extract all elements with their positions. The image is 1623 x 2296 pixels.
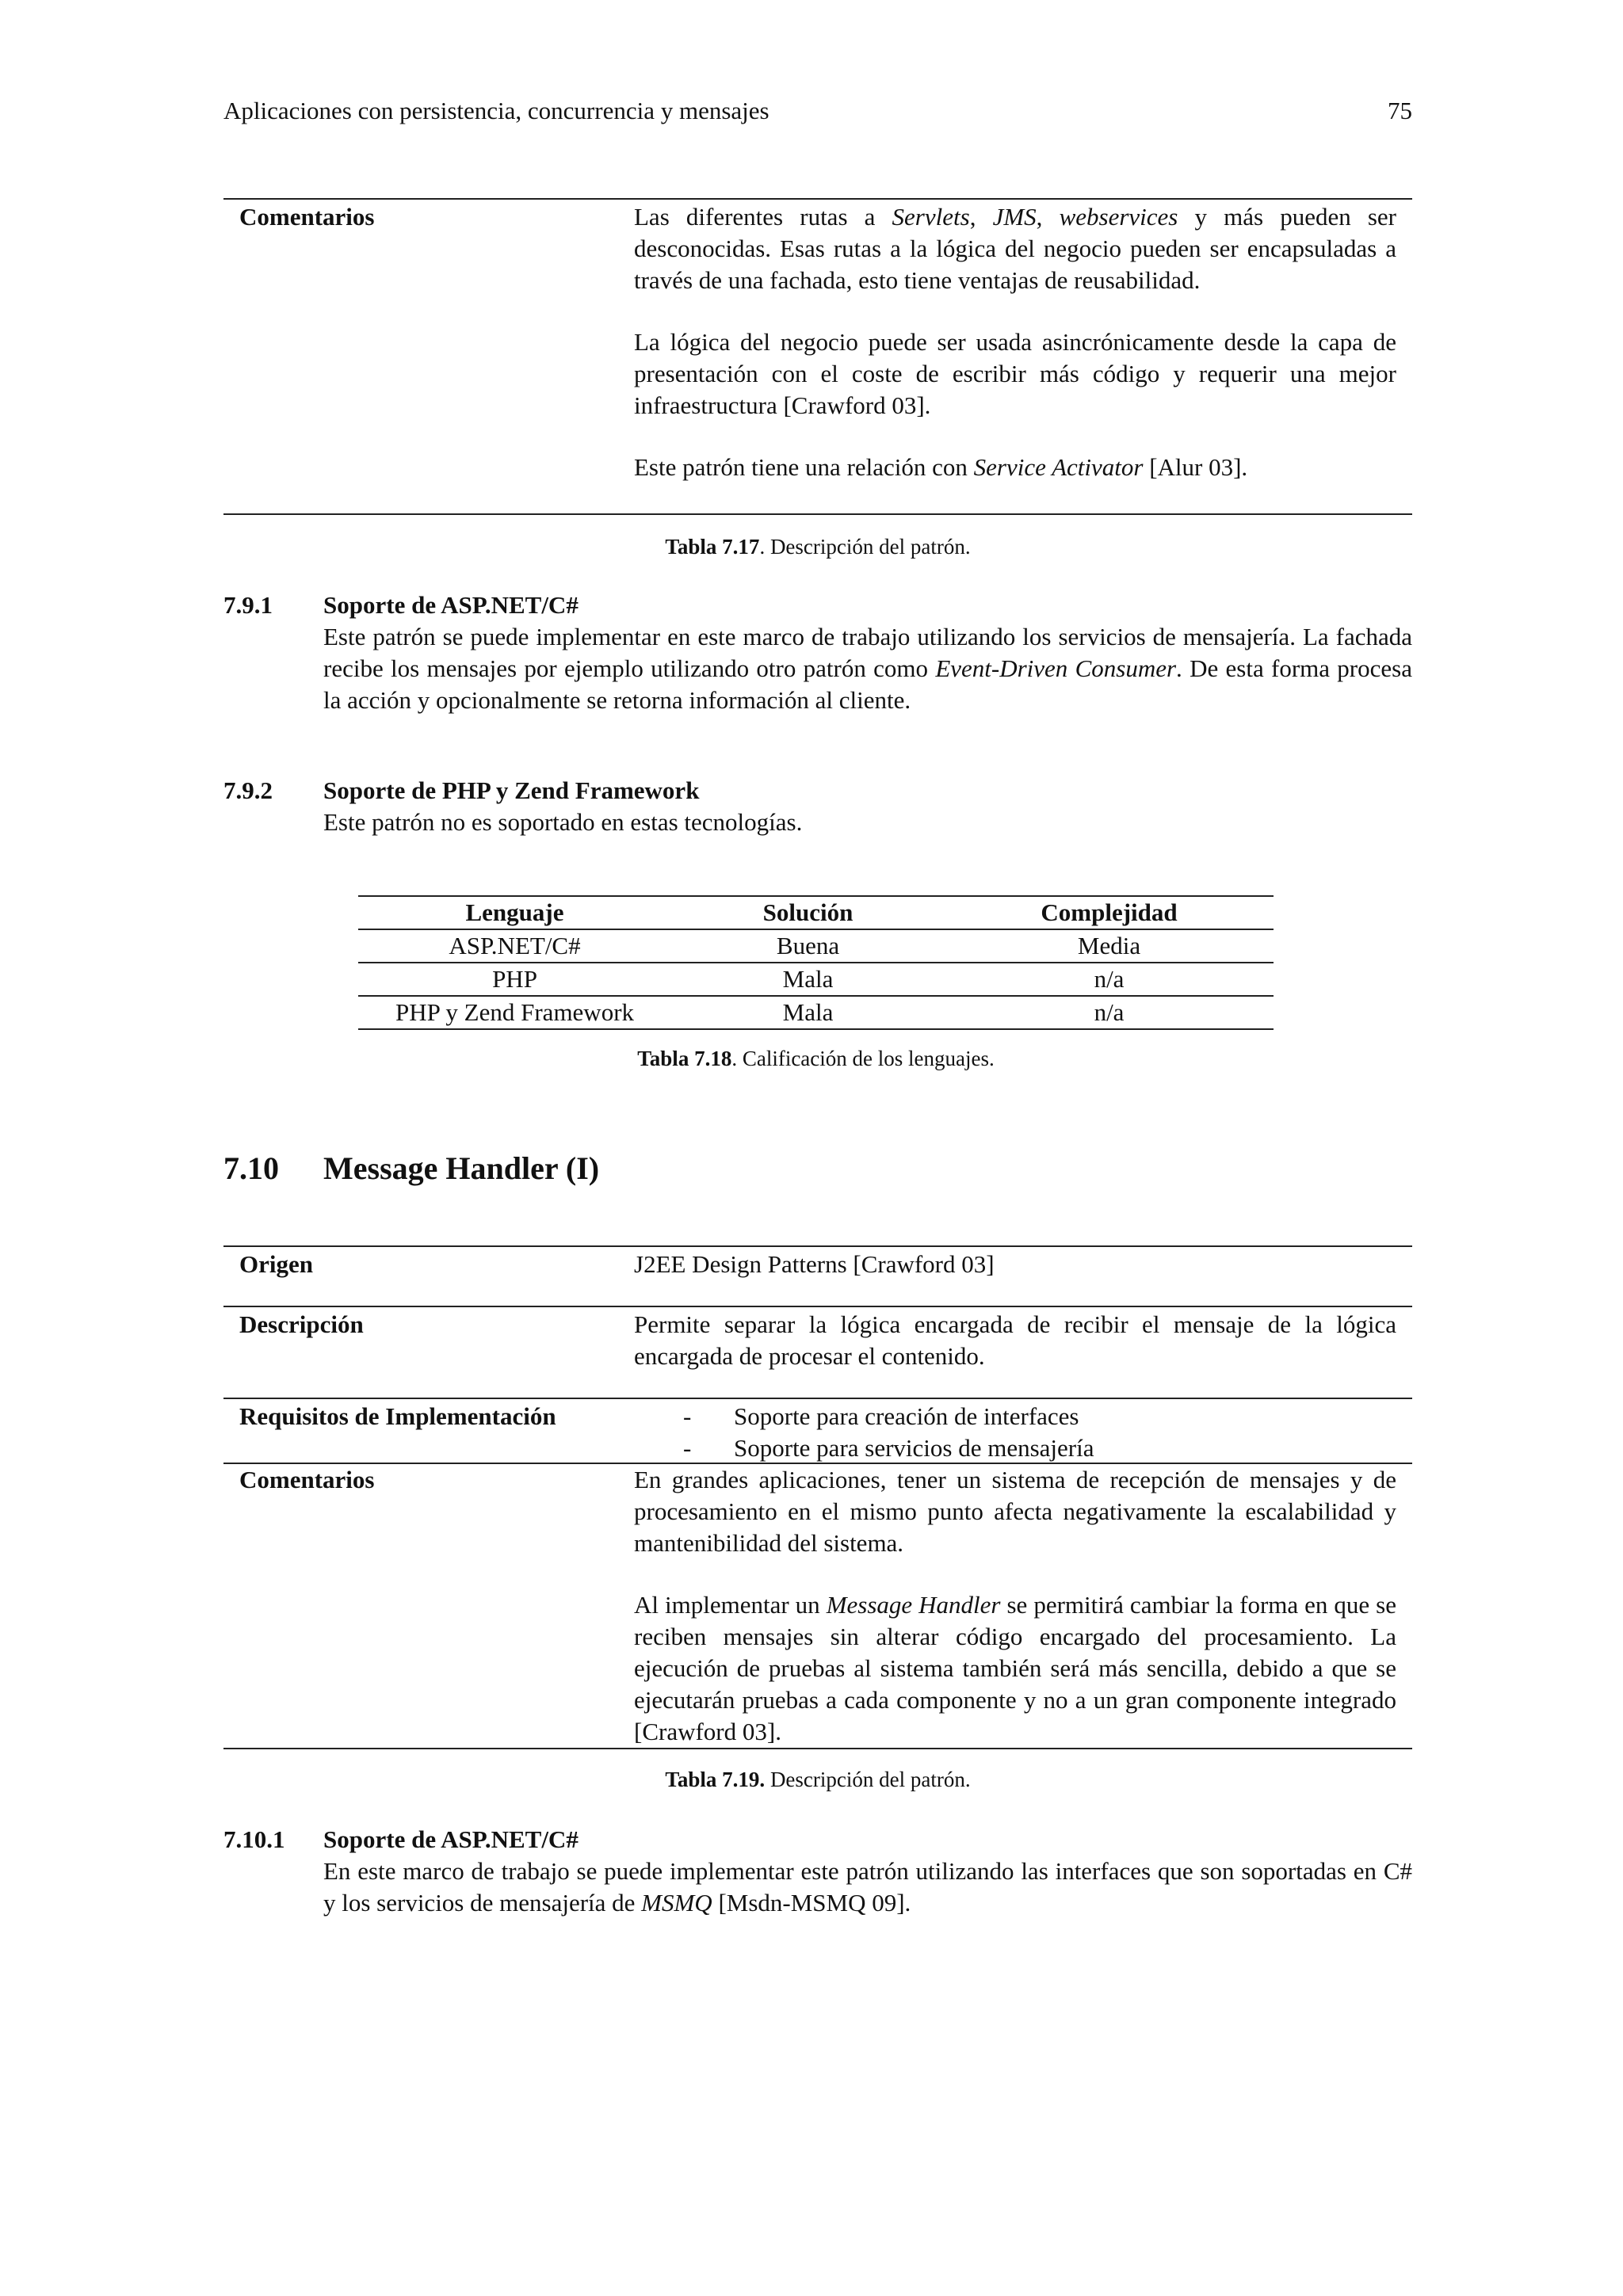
cell-solucion: Mala bbox=[782, 965, 834, 993]
descripcion-label: Descripción bbox=[239, 1310, 364, 1338]
section-title-7101: Soporte de ASP.NET/C# bbox=[323, 1825, 579, 1853]
cell-solucion: Buena bbox=[776, 932, 840, 959]
list-item: - Soporte para servicios de mensajería bbox=[683, 1434, 1094, 1462]
cell-solucion: Mala bbox=[782, 998, 834, 1026]
running-title: Aplicaciones con persistencia, concurrencia y mensajes bbox=[223, 97, 769, 124]
header-solucion: Solución bbox=[762, 898, 854, 926]
origen-label: Origen bbox=[239, 1250, 313, 1278]
table-719-bottom-rule bbox=[223, 1748, 1412, 1749]
table-719-caption: Tabla 7.19. Descripción del patrón. bbox=[665, 1768, 971, 1791]
table-718 bbox=[358, 895, 1274, 1030]
table-717-bottom-rule bbox=[223, 513, 1412, 515]
cell-lenguaje: ASP.NET/C# bbox=[449, 932, 581, 959]
table-719-top-rule bbox=[223, 1245, 1412, 1247]
section-number-792: 7.9.2 bbox=[223, 776, 273, 804]
comentarios-719-para-1: En grandes aplicaciones, tener un sistema de recepción de mensajes y de procesamiento en el mismo punto afecta negativamente la escalabilidad y mantenibilidad del sistema. bbox=[634, 1466, 1396, 1557]
language-rating-table bbox=[358, 895, 1274, 1030]
header-complejidad: Complejidad bbox=[1041, 898, 1178, 926]
descripcion-bottom-rule bbox=[223, 1398, 1412, 1399]
running-header bbox=[223, 95, 1412, 127]
requisitos-label: Requisitos de Implementación bbox=[239, 1402, 556, 1430]
comentarios-label-717: Comentarios bbox=[239, 203, 375, 231]
section-title-710: Message Handler (I) bbox=[323, 1150, 600, 1186]
origen-value: J2EE Design Patterns [Crawford 03] bbox=[634, 1250, 995, 1278]
table-717-caption: Tabla 7.17. Descripción del patrón. bbox=[665, 535, 971, 559]
section-number-7101: 7.10.1 bbox=[223, 1825, 285, 1853]
header-lenguaje: Lenguaje bbox=[465, 898, 564, 926]
list-item: - Soporte para creación de interfaces bbox=[683, 1402, 1079, 1430]
section-text-7101: En este marco de trabajo se puede implementar este patrón utilizando las interfaces que son soportadas en C# y los servicios de mensajería de MSMQ [Msdn-MSMQ 09]. bbox=[323, 1857, 1412, 1917]
table-header-row bbox=[358, 896, 1274, 929]
cell-lenguaje: PHP bbox=[492, 965, 537, 993]
cell-complejidad: n/a bbox=[1094, 965, 1125, 993]
section-title-791: Soporte de ASP.NET/C# bbox=[323, 591, 579, 619]
section-number-710: 7.10 bbox=[223, 1150, 279, 1186]
comentarios-label-719: Comentarios bbox=[239, 1466, 375, 1493]
comentarios-text-719 bbox=[634, 1464, 1396, 1748]
section-text-792: Este patrón no es soportado en estas tecnologías. bbox=[323, 808, 803, 836]
table-row bbox=[358, 963, 1274, 996]
table-row bbox=[358, 996, 1274, 1029]
comentarios-para-2: La lógica del negocio puede ser usada asincrónicamente desde la capa de presentación con el coste de escribir más código y requerir una mejor infraestructura [Crawford 03]. bbox=[634, 328, 1396, 419]
comentarios-text-717 bbox=[634, 201, 1396, 483]
cell-lenguaje: PHP y Zend Framework bbox=[395, 998, 635, 1026]
comentarios-para-3: Este patrón tiene una relación con Service Activator [Alur 03]. bbox=[634, 453, 1248, 481]
comentarios-para-1: Las diferentes rutas a Servlets, JMS, webservices y más pueden ser desconocidas. Esas rutas a la lógica del negocio pueden ser encapsuladas a través de una fachada, esto tiene ventajas de reusabilidad. bbox=[634, 203, 1396, 294]
page-number: 75 bbox=[1388, 97, 1412, 124]
cell-complejidad: n/a bbox=[1094, 998, 1125, 1026]
descripcion-value: Permite separar la lógica encargada de recibir el mensaje de la lógica encargada de procesar el contenido. bbox=[634, 1310, 1396, 1370]
comentarios-719-para-2: Al implementar un Message Handler se permitirá cambiar la forma en que se reciben mensajes sin alterar código encargado del procesamiento. La ejecución de pruebas al sistema también será más sencilla, debido a que se ejecutarán pruebas a cada componente y no a un gran componente integrado [Crawford 03]. bbox=[634, 1591, 1397, 1745]
section-number-791: 7.9.1 bbox=[223, 591, 273, 619]
table-717-top-rule bbox=[223, 198, 1412, 200]
section-title-792: Soporte de PHP y Zend Framework bbox=[323, 776, 700, 804]
section-text-791: Este patrón se puede implementar en este marco de trabajo utilizando los servicios de mensajería. La fachada recibe los mensajes por ejemplo utilizando otro patrón como Event-Driven Consumer. De esta forma procesa la acción y opcionalmente se retorna información al cliente. bbox=[323, 623, 1412, 714]
origen-bottom-rule bbox=[223, 1306, 1412, 1307]
table-718-caption: Tabla 7.18. Calificación de los lenguajes. bbox=[637, 1047, 995, 1070]
requisitos-list bbox=[683, 1401, 1396, 1464]
cell-complejidad: Media bbox=[1077, 932, 1141, 959]
table-row bbox=[358, 929, 1274, 963]
